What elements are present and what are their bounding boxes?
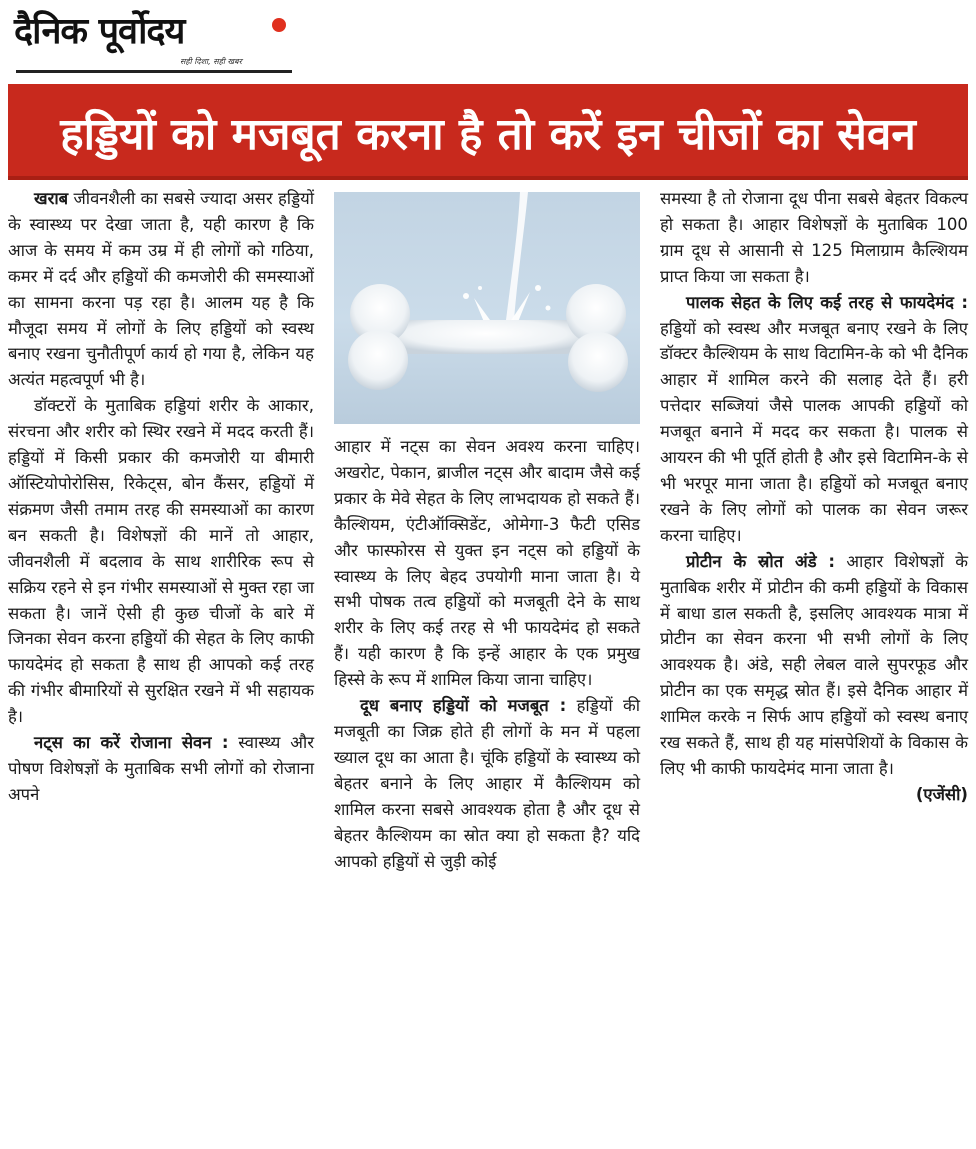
tagline: सही दिशा, सही खबर <box>180 57 242 66</box>
bone-milk-photo <box>334 192 640 424</box>
subheading: प्रोटीन के स्रोत अंडे : <box>686 551 836 571</box>
paragraph-text: स्वास्थ्य और पोषण विशेषज्ञों के मुताबिक सभी लोगों को रोजाना अपने <box>8 733 314 804</box>
article-column-2 <box>334 434 640 874</box>
logo-dot-icon <box>272 18 286 32</box>
subheading: नट्स का करें रोजाना सेवन : <box>34 733 229 753</box>
agency-credit: (एजेंसी) <box>915 784 968 804</box>
paragraph-text: जीवनशैली का सबसे ज्यादा असर हड्डियों के स्वास्थ्य पर देखा जाता है, यही कारण है कि आज के समय में कम उम्र में ही लोगों को गठिया, कमर में दर्द और हड्डियों की कमजोरी की समस्याओं का सामना करना पड़ रहा है। आलम यह है कि मौजूदा समय में लोगों के लिए हड्डियों को स्वस्थ बनाए रखना चुनौतीपूर्ण कार्य हो गया है, लेकिन यह अत्यंत महत्वपूर्ण भी है। <box>8 189 315 390</box>
paragraph <box>660 549 968 808</box>
newspaper-logo: दैनिक पूर्वोदय <box>14 11 185 52</box>
paragraph-text: हड्डियों की मजबूती का जिक्र होते ही लोगों के मन में पहला ख्याल दूध का आता है। चूंकि हड्डियों के स्वास्थ्य को बेहतर बनाने के लिए आहार में कैल्शियम को शामिल करना सबसे आवश्यक होता है और दूध से बेहतर कैल्शियम का स्रोत क्या हो सकता है? यदि आपको हड्डियों से जुड़ी कोई <box>334 696 640 871</box>
paragraph-text: आहार विशेषज्ञों के मुताबिक शरीर में प्रोटीन की कमी हड्डियों के विकास में बाधा डाल सकती है, इसलिए आवश्यक मात्रा में प्रोटीन का सेवन करना भी सभी लोगों के लिए आवश्यक है। अंडे, सही लेबल वाले सुपरफूड और प्रोटीन का एक समृद्ध स्रोत हैं। इसे दैनिक आहार में शामिल करके न सिर्फ आप हड्डियों को स्वस्थ बनाए रख सकते हैं, साथ ही यह मांसपेशियों के विकास के लिए भी काफी फायदेमंद माना जाता है। <box>660 551 968 778</box>
paragraph: समस्या है तो रोजाना दूध पीना सबसे बेहतर विकल्प हो सकता है। आहार विशेषज्ञों के मुताबिक 100 ग्राम दूध से आसानी से 125 मिलाग्राम कैल्शियम प्राप्त किया जा सकता है। <box>660 189 968 286</box>
article-column-3 <box>660 186 968 808</box>
subheading: पालक सेहत के लिए कई तरह से फायदेमंद : <box>686 292 968 312</box>
lead-word: खराब <box>34 189 69 208</box>
bone-with-milk-splash-icon <box>334 192 640 424</box>
article-headline: हड्डियों को मजबूत करना है तो करें इन चीजों का सेवन <box>60 109 916 160</box>
paragraph-text: हड्डियों को स्वस्थ और मजबूत बनाए रखने के लिए डॉक्टर कैल्शियम के साथ विटामिन-के को भी दैनिक आहार में शामिल करने की सलाह देते हैं। हरी पत्तेदार सब्जियां जैसे पालक आपकी हड्डियों को मजबूत बनाने में मदद कर सकता है। पालक से आयरन की भी पूर्ति होती है और इसे विटामिन-के से भी भरपूर माना जाता है। हड्डियों को मजबूत बनाए रखने के लिए लोगों को पालक का सेवन जरूर करना चाहिए। <box>660 318 968 545</box>
masthead <box>10 6 290 72</box>
paragraph <box>334 693 640 874</box>
paragraph: डॉक्टरों के मुताबिक हड्डियां शरीर के आकार, संरचना और शरीर को स्थिर रखने में मदद करती हैं। हड्डियों में किसी प्रकार की कमजोरी या बीमारी ऑस्टियोपोरोसिस, रिकेट्स, बोन कैंसर, हड्डियों में संक्रमण जैसी तमाम तरह की समस्याओं का कारण बन सकती है। विशेषज्ञों की मानें तो आहार, जीवनशैली में बदलाव के साथ शारीरिक रूप से सक्रिय रहने से इन गंभीर समस्याओं से मुक्त रहा जा सकता है। जानें ऐसी ही कुछ चीजों के बारे में जिनका सेवन करना हड्डियों की सेहत के लिए काफी फायदेमंद हो सकता है साथ ही आपको कई तरह की गंभीर बीमारियों से सुरक्षित रखने में भी सहायक है। <box>8 396 314 727</box>
article-column-1 <box>8 186 314 808</box>
paragraph <box>8 730 314 808</box>
masthead-rule <box>16 70 292 73</box>
paragraph <box>8 186 314 393</box>
paragraph <box>660 290 968 549</box>
headline-band <box>8 84 968 180</box>
paragraph: आहार में नट्स का सेवन अवश्य करना चाहिए। अखरोट, पेकान, ब्राजील नट्स और बादाम जैसे कई प्रकार के मेवे सेहत के लिए लाभदायक हो सकते हैं। कैल्शियम, एंटीऑक्सिडेंट, ओमेगा-3 फैटी एसिड और फास्फोरस से युक्त इन नट्स को हड्डियों के स्वास्थ्य के लिए बेहद उपयोगी माना जाता है। ये सभी पोषक तत्व हड्डियों को मजबूती देने के साथ शरीर के लिए कई तरह से भी फायदेमंद हो सकते हैं। यही कारण है कि इन्हें आहार के एक प्रमुख हिस्से के रूप में शामिल किया जाना चाहिए। <box>334 437 640 690</box>
subheading: दूध बनाए हड्डियों को मजबूत : <box>360 696 567 716</box>
